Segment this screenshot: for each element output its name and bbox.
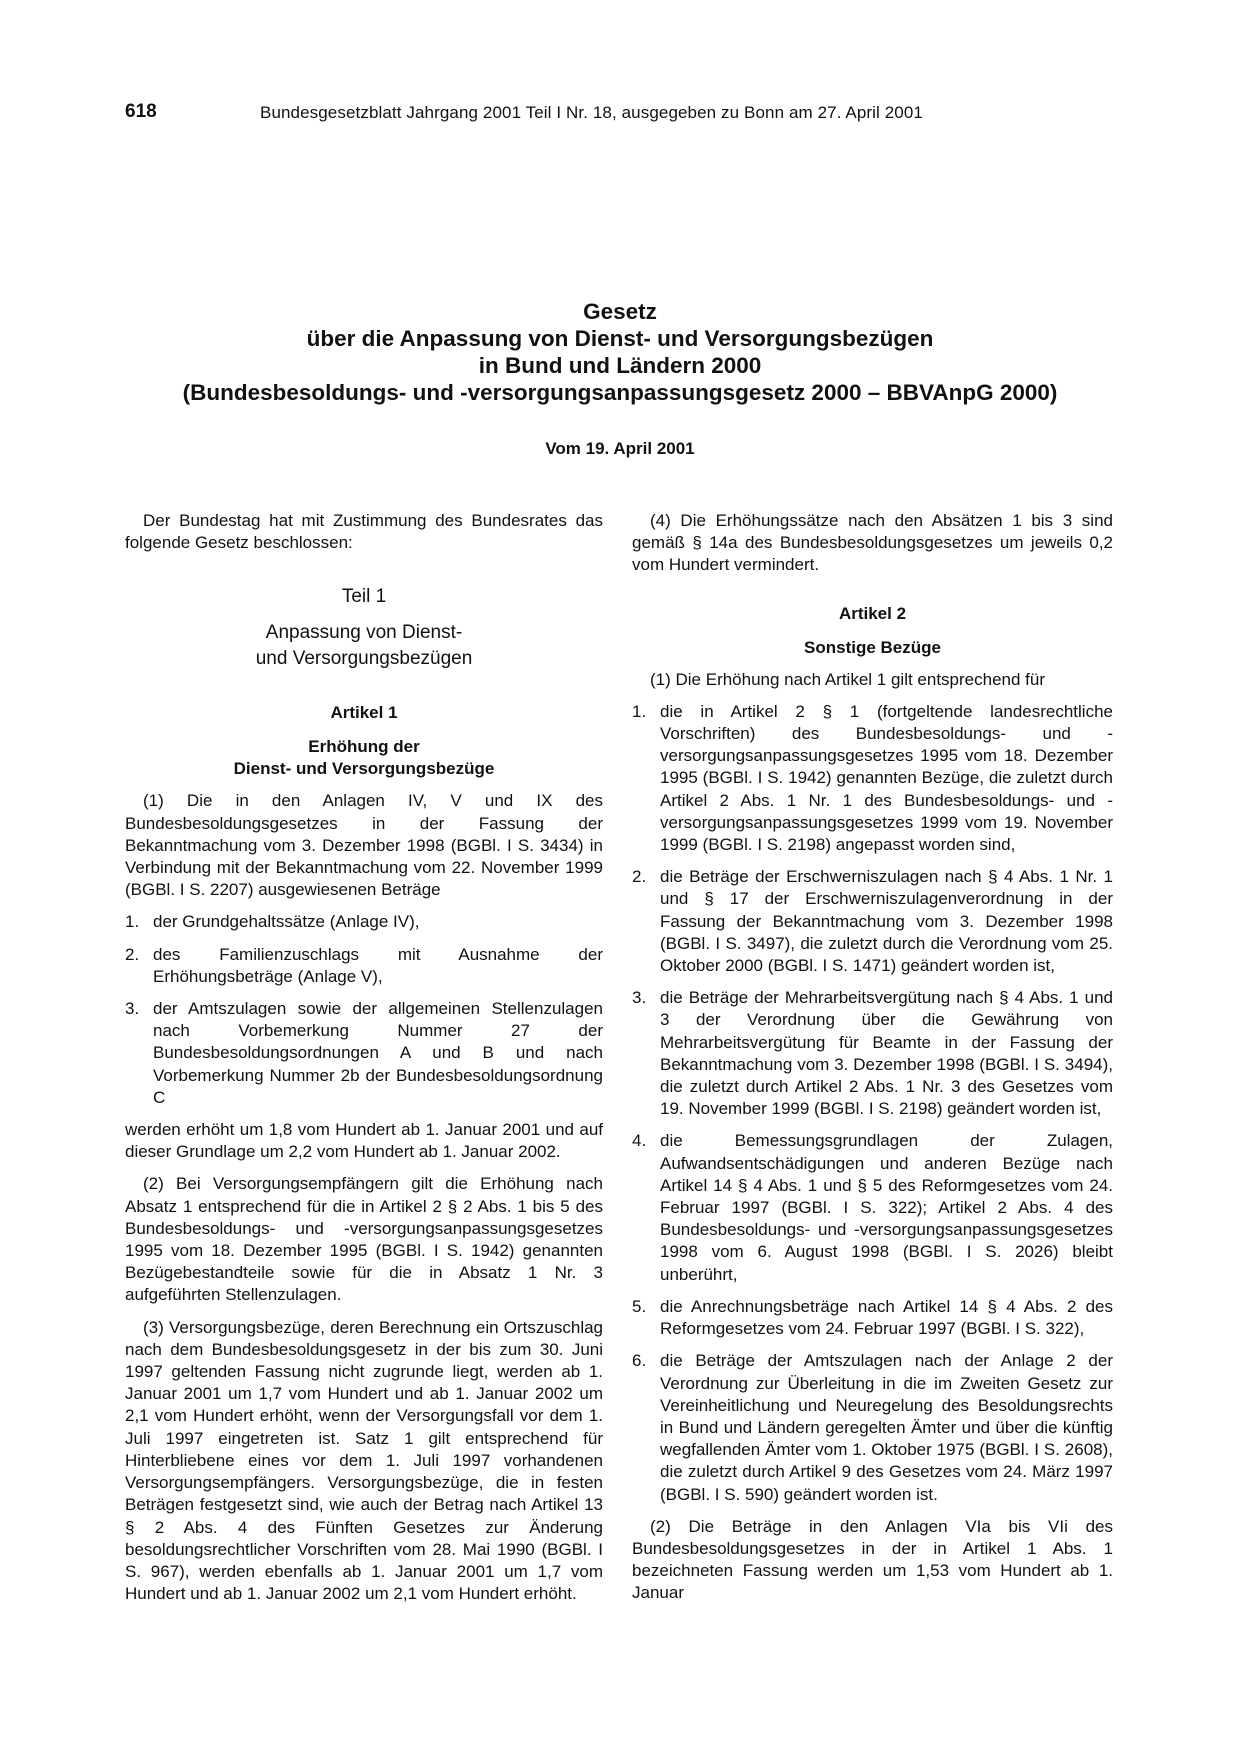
list-item-text: des Familienzuschlags mit Ausnahme der Erhöhungsbeträge (Anlage V), — [153, 944, 603, 986]
list-item-text: die Beträge der Amtszulagen nach der Anlage 2 der Verordnung zur Überleitung in die im Zweiten Gesetz zur Vereinheitlichung und Neuregelung des Besoldungsrechts in Bund und Ländern geregelten Ämter und über die künftig wegfallenden Ämter vom 1. Oktober 1975 (BGBl. I S. 2608), die zuletzt durch Artikel 9 des Gesetzes vom 24. März 1997 (BGBl. I S. 590) geändert worden ist. — [660, 1351, 1113, 1504]
article-1-paragraph-1: (1) Die in den Anlagen IV, V und IX des Bundesbesoldungsgesetzes in der Fassung der Bekanntmachung vom 3. Dezember 1998 (BGBl. I S. 3434) in Verbindung mit der Bekanntmachung vom 22. November 1999 (BGBl. I S. 2207) ausgewiesenen Beträge — [125, 791, 603, 900]
article-1-after-list: werden erhöht um 1,8 vom Hundert ab 1. Januar 2001 und auf dieser Grundlage um 2,2 vom Hundert ab 1. Januar 2002. — [125, 1120, 603, 1162]
article-1-subtitle — [125, 736, 603, 780]
article-2-subtitle: Sonstige Bezüge — [804, 637, 941, 657]
list-item — [125, 998, 603, 1109]
law-title-line-4: (Bundesbesoldungs- und -versorgungsanpassungsgesetz 2000 – BBVAnpG 2000) — [182, 380, 1058, 405]
list-item-text: der Amtszulagen sowie der allgemeinen Stellenzulagen nach Vorbemerkung Nummer 27 der Bundesbesoldungsordnungen A und B und nach Vorbemerkung Nummer 2b der Bundesbesoldungsordnung C — [153, 999, 603, 1107]
left-column — [125, 510, 603, 1615]
running-header: Bundesgesetzblatt Jahrgang 2001 Teil I Nr. 18, ausgegeben zu Bonn am 27. April 2001 — [260, 103, 923, 122]
part-title — [125, 620, 603, 672]
article-2-paragraph-2: (2) Die Beträge in den Anlagen VIa bis VIi des Bundesbesoldungsgesetzes in der in Artikel 1 Abs. 1 bezeichneten Fassung werden um 1,53 vom Hundert ab 1. Januar — [632, 1516, 1113, 1603]
article-1-heading: Artikel 1 — [330, 703, 398, 723]
part-number: Teil 1 — [341, 586, 387, 608]
article-2-paragraph-1: (1) Die Erhöhung nach Artikel 1 gilt entsprechend für — [650, 669, 1046, 689]
law-date: Vom 19. April 2001 — [545, 439, 695, 458]
law-title-line-2: über die Anpassung von Dienst- und Versorgungsbezügen — [306, 326, 934, 351]
list-item-number: 6. — [632, 1351, 647, 1371]
list-item-number: 1. — [125, 912, 140, 932]
article-1-list — [125, 911, 603, 1109]
list-item — [632, 987, 1113, 1120]
list-item-text: die in Artikel 2 § 1 (fortgeltende landesrechtliche Vorschriften) des Bundesbesoldungs- und -versorgungsanpassungsgesetzes 1995 vom 18. Dezember 1995 (BGBl. I S. 1942) genannten Bezüge, die zuletzt durch Artikel 2 Abs. 1 Nr. 1 des Bundesbesoldungs- und -versorgungsanpassungsgesetzes 1999 vom 19. November 1999 (BGBl. I S. 2198) angepasst worden sind, — [660, 701, 1113, 855]
list-item-text: die Anrechnungsbeträge nach Artikel 14 § 4 Abs. 2 des Reformgesetzes vom 24. Februar 1997 (BGBl. I S. 322), — [660, 1296, 1113, 1339]
article-1-subtitle-line-2: Dienst- und Versorgungsbezüge — [233, 759, 495, 779]
list-item-number: 3. — [125, 999, 140, 1019]
list-item-text: der Grundgehaltssätze (Anlage IV), — [153, 912, 420, 932]
list-item — [125, 911, 603, 933]
list-item-text: die Beträge der Erschwerniszulagen nach § 4 Abs. 1 Nr. 1 und § 17 der Erschwerniszulagenverordnung in der Fassung der Bekanntmachung vom 3. Dezember 1998 (BGBl. I S. 3497), die zuletzt durch die Verordnung vom 25. Oktober 2000 (BGBl. I S. 1471) geändert worden ist, — [660, 867, 1113, 976]
list-item — [632, 1130, 1113, 1285]
list-item-text: die Beträge der Mehrarbeitsvergütung nach § 4 Abs. 1 und 3 der Verordnung über die Gewährung von Mehrarbeitsvergütung für Beamte in der Fassung der Bekanntmachung vom 3. Dezember 1998 (BGBl. I S. 3494), die zuletzt durch Artikel 2 Abs. 1 Nr. 3 des Gesetzes vom 19. November 1999 (BGBl. I S. 2198) geändert worden ist, — [660, 988, 1113, 1119]
list-item-number: 5. — [632, 1296, 647, 1316]
law-title — [0, 298, 1240, 406]
list-item-number: 1. — [632, 701, 647, 721]
list-item — [125, 944, 603, 988]
list-item — [632, 701, 1113, 856]
page-number: 618 — [125, 101, 157, 122]
list-item-number: 3. — [632, 988, 647, 1008]
article-1-paragraph-3: (3) Versorgungsbezüge, deren Berechnung ein Ortszuschlag nach dem Bundesbesoldungsgesetz in der bis zum 30. Juni 1997 geltenden Fassung nicht zugrunde liegt, werden ab 1. Januar 2001 um 1,7 vom Hundert und ab 1. Januar 2002 um 2,1 vom Hundert erhöht, wenn der Versorgungsfall vor dem 1. Juli 1997 eingetreten ist. Satz 1 gilt entsprechend für Hinterbliebene eines vor dem 1. Juli 1997 vorhandenen Versorgungsempfängers. Versorgungsbezüge, die in festen Beträgen festgesetzt sind, wie auch der Betrag nach Artikel 13 § 2 Abs. 4 des Fünften Gesetzes zur Änderung besoldungsrechtlicher Vorschriften vom 28. Mai 1990 (BGBl. I S. 967), werden ebenfalls ab 1. Januar 2001 um 1,7 vom Hundert und ab 1. Januar 2002 um 2,1 vom Hundert erhöht. — [125, 1317, 603, 1604]
list-item — [632, 1350, 1113, 1505]
article-2-list — [632, 701, 1113, 1506]
list-item — [632, 1296, 1113, 1340]
part-title-line-1: Anpassung von Dienst- — [265, 622, 463, 644]
preamble: Der Bundestag hat mit Zustimmung des Bundesrates das folgende Gesetz beschlossen: — [125, 511, 603, 553]
article-1-subtitle-line-1: Erhöhung der — [308, 737, 420, 757]
right-column — [632, 510, 1113, 1615]
part-title-line-2: und Versorgungsbezügen — [255, 648, 473, 670]
article-1-paragraph-2: (2) Bei Versorgungsempfängern gilt die Erhöhung nach Absatz 1 entsprechend für die in Artikel 2 § 2 Abs. 1 bis 5 des Bundesbesoldungs- und -versorgungsanpassungsgesetzes 1995 vom 18. Dezember 1995 (BGBl. I S. 1942) genannten Bezügebestandteile sowie für die in Absatz 1 Nr. 3 aufgeführten Stellenzulagen. — [125, 1174, 603, 1305]
article-1-paragraph-4: (4) Die Erhöhungssätze nach den Absätzen 1 bis 3 sind gemäß § 14a des Bundesbesoldungsgesetzes um jeweils 0,2 vom Hundert vermindert. — [632, 511, 1113, 575]
list-item-number: 2. — [125, 944, 140, 964]
list-item — [632, 866, 1113, 977]
article-2-heading: Artikel 2 — [838, 603, 907, 623]
list-item-text: die Bemessungsgrundlagen der Zulagen, Aufwandsentschädigungen und anderen Bezüge nach Artikel 14 § 4 Abs. 1 und § 5 des Reformgesetzes vom 24. Februar 1997 (BGBl. I S. 322); Artikel 2 Abs. 4 des Bundesbesoldungs- und -versorgungsanpassungsgesetzes 1998 vom 6. August 1998 (BGBl. I S. 2026) bleibt unberührt, — [660, 1131, 1113, 1284]
list-item-number: 4. — [632, 1131, 647, 1151]
law-title-line-1: Gesetz — [583, 299, 657, 324]
law-title-line-3: in Bund und Ländern 2000 — [478, 353, 762, 378]
list-item-number: 2. — [632, 867, 647, 887]
